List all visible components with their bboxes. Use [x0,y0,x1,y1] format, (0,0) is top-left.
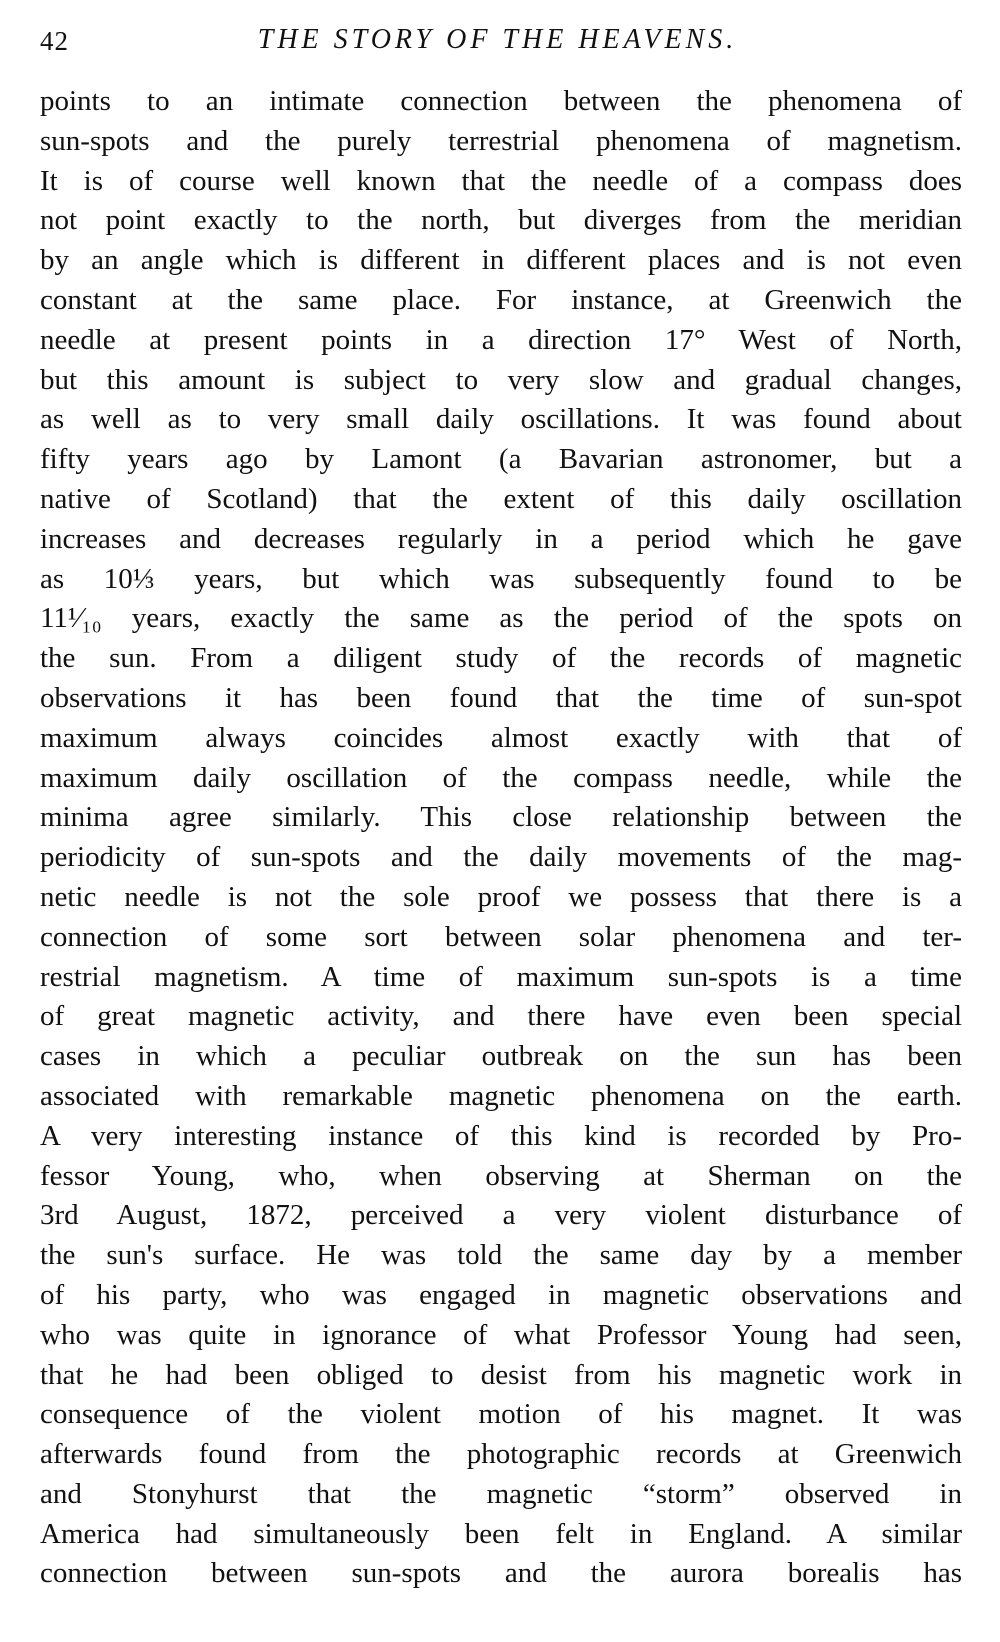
text-line: native of Scotland) that the extent of this daily oscillation [40,482,962,515]
text-line: fifty years ago by Lamont (a Bavarian astronomer, but a [40,443,962,476]
text-line: associated with remarkable magnetic phenomena on the earth. [40,1079,962,1112]
text-line: connection between sun-spots and the aurora borealis has [40,1557,962,1590]
text-line: needle at present points in a direction 17° West of North, [40,323,962,356]
text-line: by an angle which is different in different places and is not even [40,244,962,277]
body-text [40,82,962,1594]
text-line: sun-spots and the purely terrestrial phenomena of magnetism. [40,124,962,157]
text-line: America had simultaneously been felt in England. A similar [40,1517,962,1550]
text-line: A very interesting instance of this kind is recorded by Pro- [40,1119,962,1152]
text-line: as well as to very small daily oscillations. It was found about [40,403,962,436]
text-line: maximum always coincides almost exactly with that of [40,721,962,754]
text-line: cases in which a peculiar outbreak on the sun has been [40,1040,962,1073]
page-header [40,24,955,64]
text-line: netic needle is not the sole proof we possess that there is a [40,880,962,913]
text-line: connection of some sort between solar phenomena and ter- [40,920,962,953]
running-title: THE STORY OF THE HEAVENS. [257,24,738,55]
text-line: afterwards found from the photographic records at Greenwich [40,1438,962,1471]
text-line: but this amount is subject to very slow and gradual changes, [40,363,962,396]
text-line: that he had been obliged to desist from his magnetic work in [40,1358,962,1391]
text-line: restrial magnetism. A time of maximum sun-spots is a time [40,960,962,993]
text-line: as 10⅓ years, but which was subsequently found to be [40,562,962,595]
text-line: increases and decreases regularly in a period which he gave [40,522,962,555]
page-number: 42 [40,26,69,56]
text-line: periodicity of sun-spots and the daily movements of the mag- [40,841,962,874]
text-line: It is of course well known that the needle of a compass does [40,164,962,197]
text-line: and Stonyhurst that the magnetic “storm” observed in [40,1477,962,1510]
text-line: maximum daily oscillation of the compass needle, while the [40,761,962,794]
text-line: of his party, who was engaged in magnetic observations and [40,1278,962,1311]
text-line: consequence of the violent motion of his magnet. It was [40,1398,962,1431]
text-line: not point exactly to the north, but diverges from the meridian [40,204,962,237]
text-line: who was quite in ignorance of what Professor Young had seen, [40,1318,962,1351]
text-line: points to an intimate connection between the phenomena of [40,85,962,117]
text-line: constant at the same place. For instance, at Greenwich the [40,283,962,316]
text-line: the sun. From a diligent study of the records of magnetic [40,642,962,675]
text-line: minima agree similarly. This close relationship between the [40,801,962,834]
text-line: 11¹⁄₁₀ years, exactly the same as the period of the spots on [40,602,962,635]
text-line: fessor Young, who, when observing at Sherman on the [40,1159,962,1192]
text-line: 3rd August, 1872, perceived a very violent disturbance of [40,1199,962,1232]
text-line: observations it has been found that the time of sun-spot [40,681,962,714]
text-line: the sun's surface. He was told the same day by a member [40,1239,962,1272]
text-line: of great magnetic activity, and there have even been special [40,1000,962,1033]
